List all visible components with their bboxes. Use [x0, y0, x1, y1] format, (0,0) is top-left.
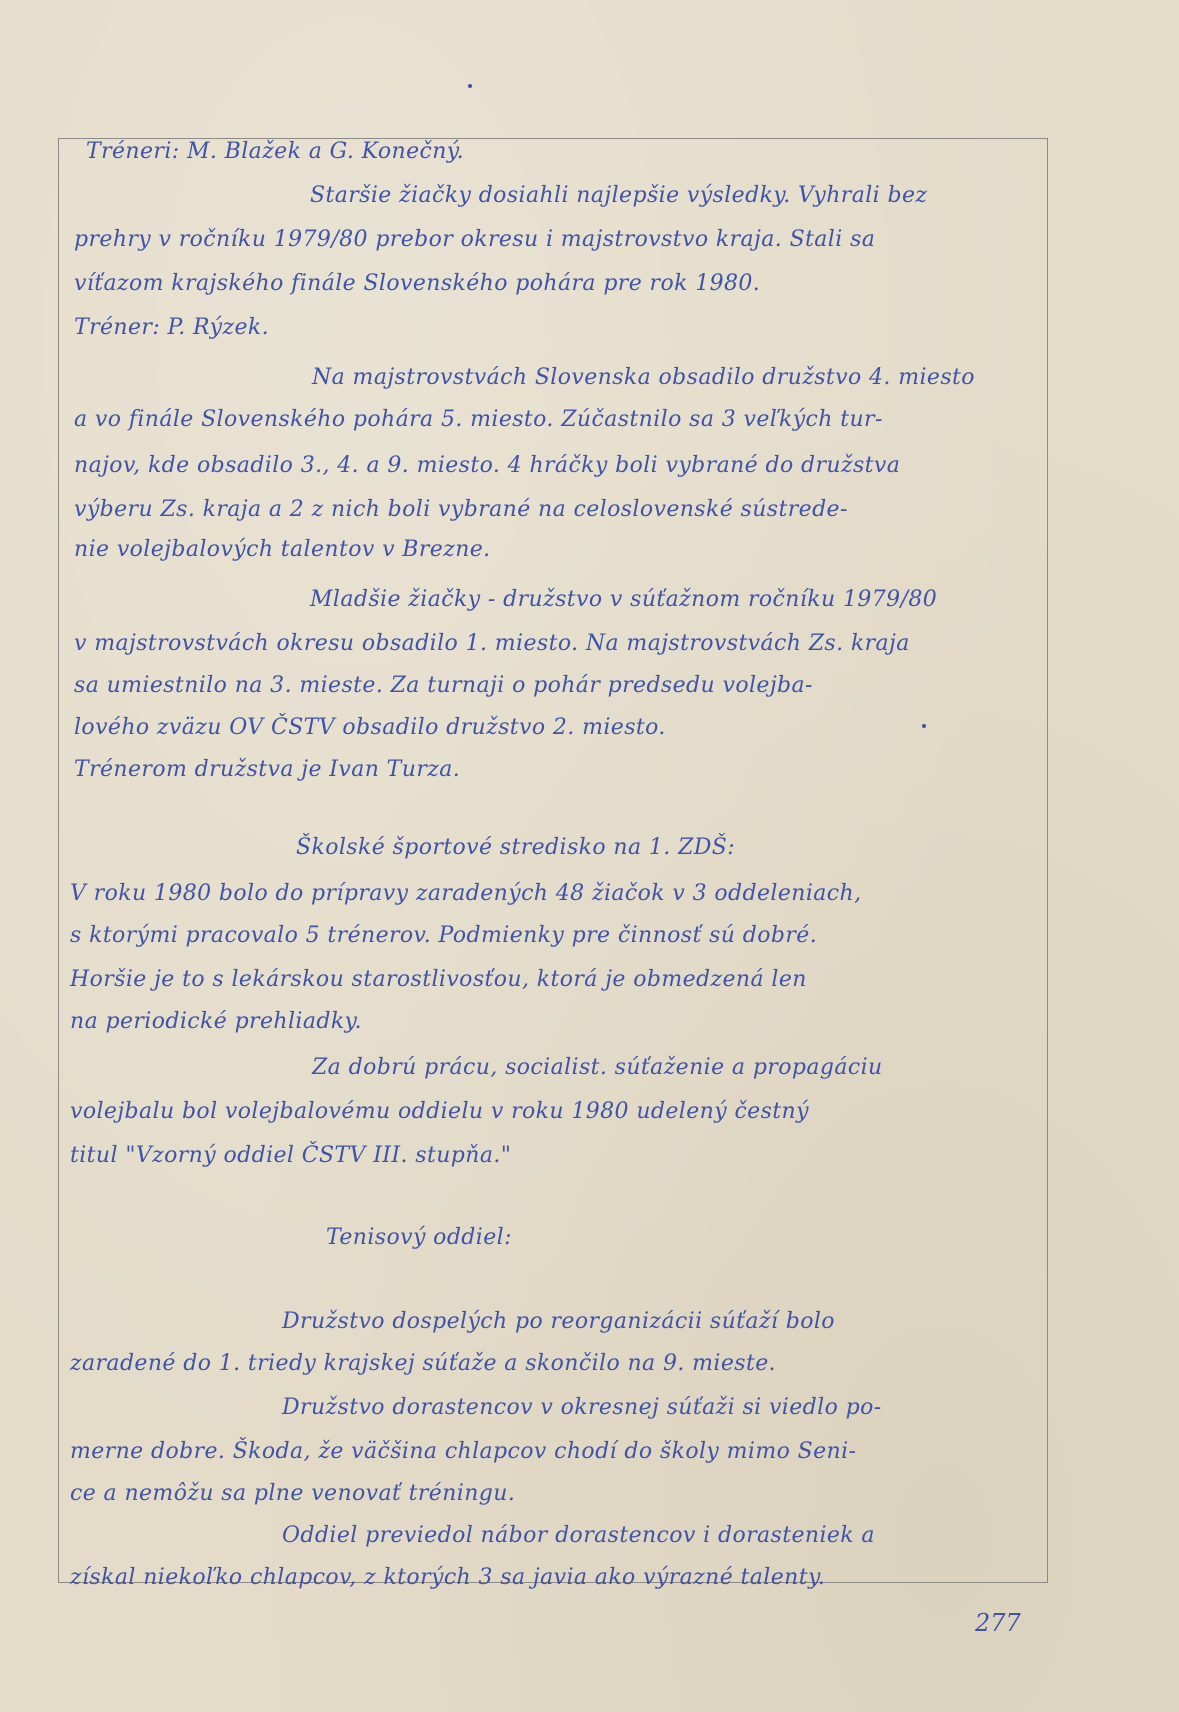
text-line: Za dobrú prácu, socialist. súťaženie a propagáciu — [312, 1055, 883, 1080]
text-line: merne dobre. Škoda, že väčšina chlapcov chodí do školy mimo Seni- — [70, 1439, 857, 1464]
text-line: titul "Vzorný oddiel ČSTV III. stupňa." — [70, 1143, 512, 1168]
text-line: Družstvo dospelých po reorganizácii súťaží bolo — [282, 1309, 835, 1334]
text-line: zaradené do 1. triedy krajskej súťaže a skončilo na 9. mieste. — [70, 1351, 777, 1376]
text-line: Mladšie žiačky - družstvo v súťažnom ročníku 1979/80 — [310, 587, 938, 612]
text-line: Tréneri: M. Blažek a G. Konečný. — [86, 139, 465, 164]
text-line: víťazom krajského finále Slovenského pohára pre rok 1980. — [74, 271, 761, 296]
text-line: Na majstrovstvách Slovenska obsadilo družstvo 4. miesto — [312, 365, 975, 390]
text-line: Oddiel previedol nábor dorastencov i dorasteniek a — [282, 1523, 875, 1548]
text-line: s ktorými pracovalo 5 trénerov. Podmienky pre činnosť sú dobré. — [70, 923, 818, 948]
text-line: Trénerom družstva je Ivan Turza. — [74, 757, 461, 782]
text-line: prehry v ročníku 1979/80 prebor okresu i majstrovstvo kraja. Stali sa — [74, 227, 876, 252]
text-line: nie volejbalových talentov v Brezne. — [74, 537, 491, 562]
text-line: v majstrovstvách okresu obsadilo 1. miesto. Na majstrovstvách Zs. kraja — [74, 631, 910, 656]
text-line: na periodické prehliadky. — [70, 1009, 362, 1034]
text-line: sa umiestnilo na 3. mieste. Za turnaji o pohár predsedu volejba- — [74, 673, 813, 698]
page-number: 277 — [975, 1609, 1021, 1637]
section-heading: Tenisový oddiel: — [326, 1225, 512, 1250]
text-line: volejbalu bol volejbalovému oddielu v roku 1980 udelený čestný — [70, 1099, 809, 1124]
text-line: Horšie je to s lekárskou starostlivosťou, ktorá je obmedzená len — [70, 967, 807, 992]
text-line: výberu Zs. kraja a 2 z nich boli vybrané na celoslovenské sústrede- — [74, 497, 848, 522]
text-line: ce a nemôžu sa plne venovať tréningu. — [70, 1481, 516, 1506]
text-line: lového zväzu OV ČSTV obsadilo družstvo 2. miesto. — [74, 715, 666, 740]
text-line: najov, kde obsadilo 3., 4. a 9. miesto. 4 hráčky boli vybrané do družstva — [74, 453, 901, 478]
text-line: V roku 1980 bolo do prípravy zaradených 48 žiačok v 3 oddeleniach, — [70, 881, 862, 906]
text-line: Staršie žiačky dosiahli najlepšie výsledky. Vyhrali bez — [310, 183, 928, 208]
text-line: Tréner: P. Rýzek. — [74, 315, 269, 340]
section-heading: Školské športové stredisko na 1. ZDŠ: — [296, 835, 736, 860]
text-line: Družstvo dorastencov v okresnej súťaži si viedlo po- — [282, 1395, 882, 1420]
text-line: a vo finále Slovenského pohára 5. miesto. Zúčastnilo sa 3 veľkých tur- — [74, 407, 883, 432]
text-line: získal niekoľko chlapcov, z ktorých 3 sa javia ako výrazné talenty. — [70, 1565, 826, 1590]
ink-dot — [468, 84, 472, 88]
ink-dot — [922, 724, 926, 728]
